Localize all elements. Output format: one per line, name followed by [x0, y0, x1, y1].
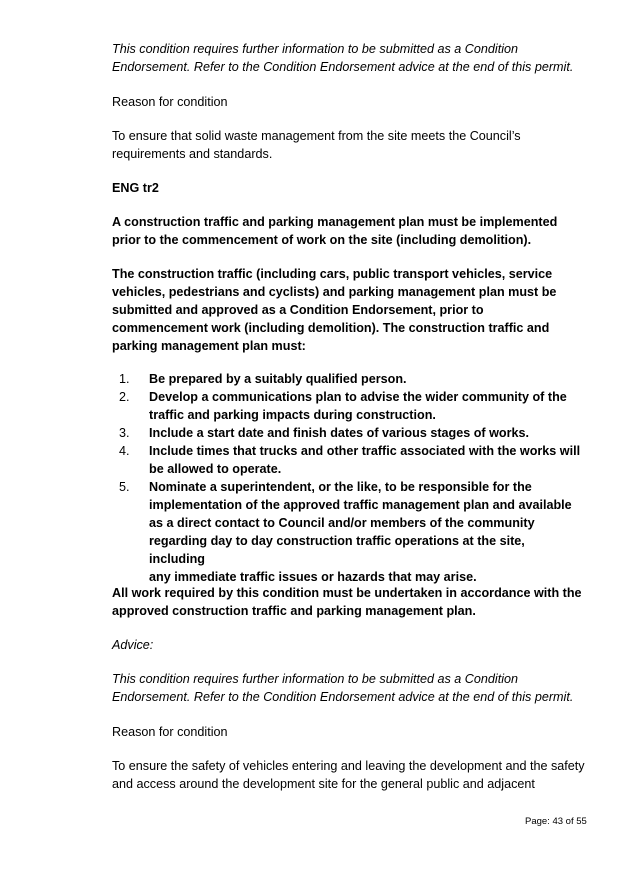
text-line: A construction traffic and parking management plan must be implemented — [112, 215, 558, 229]
text-line: requirements and standards. — [112, 147, 273, 161]
text-line: Endorsement. Refer to the Condition Endorsement advice at the end of this permit. — [112, 690, 574, 704]
text-line: This condition requires further information to be submitted as a Condition — [112, 672, 519, 686]
text-line: Include times that trucks and other traffic associated with the works will — [149, 444, 581, 458]
text-line: traffic and parking impacts during construction. — [149, 408, 436, 422]
list-text — [149, 424, 582, 442]
text-line: parking management plan must: — [112, 339, 306, 353]
text-line: and access around the development site for the general public and adjacent — [112, 777, 535, 791]
text-line: Develop a communications plan to advise the wider community of the — [149, 390, 567, 404]
reason-text — [112, 127, 582, 163]
list-number: 3. — [119, 426, 130, 440]
list-number: 5. — [119, 480, 130, 494]
text-line: Nominate a superintendent, or the like, to be responsible for the — [149, 480, 532, 494]
text-line: as a direct contact to Council and/or members of the community — [149, 516, 535, 530]
text-line: submitted and approved as a Condition Endorsement, prior to — [112, 303, 484, 317]
text-line: commencement work (including demolition). The construction traffic and — [112, 321, 550, 335]
text-line: Endorsement. Refer to the Condition Endorsement advice at the end of this permit. — [112, 60, 574, 74]
compliance-requirement — [112, 584, 582, 620]
list-number: 1. — [119, 372, 130, 386]
text-line: Include a start date and finish dates of various stages of works. — [149, 426, 530, 440]
condition-requirement — [112, 213, 582, 249]
reason-heading: Reason for condition — [112, 95, 228, 109]
text-line: All work required by this condition must be undertaken in accordance with the — [112, 586, 582, 600]
condition-endorsement-note — [112, 670, 582, 706]
text-line: The construction traffic (including cars, public transport vehicles, service — [112, 267, 553, 281]
text-line: implementation of the approved traffic management plan and available — [149, 498, 572, 512]
text-line: any immediate traffic issues or hazards that may arise. — [149, 570, 477, 584]
text-line: prior to the commencement of work on the site (including demolition). — [112, 233, 532, 247]
list-number: 4. — [119, 444, 130, 458]
list-text — [149, 478, 582, 586]
text-line: To ensure the safety of vehicles entering and leaving the development and the safety — [112, 759, 585, 773]
text-line: regarding day to day construction traffic operations at the site, including — [149, 534, 525, 566]
plan-requirement-intro — [112, 265, 582, 355]
list-text — [149, 370, 582, 388]
reason-heading: Reason for condition — [112, 725, 228, 739]
text-line: approved construction traffic and parking management plan. — [112, 604, 476, 618]
condition-code-heading: ENG tr2 — [112, 181, 159, 195]
text-line: be allowed to operate. — [149, 462, 282, 476]
text-line: vehicles, pedestrians and cyclists) and parking management plan must be — [112, 285, 557, 299]
text-line: This condition requires further information to be submitted as a Condition — [112, 42, 519, 56]
condition-endorsement-note — [112, 40, 582, 76]
reason-text — [112, 757, 585, 793]
text-line: Be prepared by a suitably qualified person. — [149, 372, 407, 386]
list-number: 2. — [119, 390, 130, 404]
list-text — [149, 388, 582, 424]
advice-label: Advice: — [112, 638, 154, 652]
page-number: Page: 43 of 55 — [525, 816, 587, 827]
list-text — [149, 442, 582, 478]
text-line: To ensure that solid waste management from the site meets the Council’s — [112, 129, 521, 143]
